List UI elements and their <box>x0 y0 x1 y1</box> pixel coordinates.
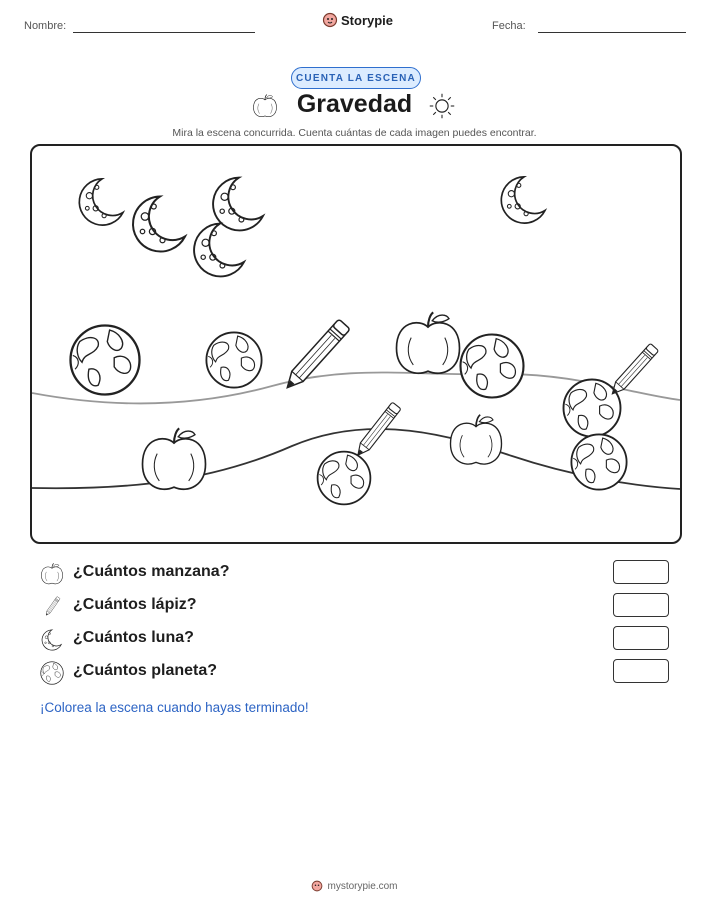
moon-icon <box>40 628 64 652</box>
moon-5 <box>501 177 545 223</box>
moon-1 <box>79 179 123 225</box>
sun-icon <box>428 92 456 120</box>
moon-4 <box>194 224 244 277</box>
answer-box[interactable] <box>613 659 669 683</box>
category-badge: CUENTA LA ESCENA <box>291 67 421 89</box>
question-row <box>40 560 670 593</box>
planet-2 <box>206 332 261 387</box>
scene-illustration <box>32 146 680 542</box>
answer-box[interactable] <box>613 593 669 617</box>
brand-name: Storypie <box>341 12 394 28</box>
planet-6 <box>318 452 371 505</box>
page-title: Gravedad <box>296 90 413 118</box>
planet-icon <box>40 661 64 685</box>
question-text: ¿Cuántos luna? <box>73 629 194 646</box>
planet-1 <box>71 326 140 395</box>
instructions: Mira la escena concurrida. Cuenta cuántas de cada imagen puedes encontrar. <box>172 127 537 139</box>
question-row <box>40 626 670 659</box>
moon-3 <box>213 178 263 231</box>
name-line[interactable] <box>73 32 255 33</box>
question-row <box>40 593 670 626</box>
footer <box>0 880 709 892</box>
apple-3 <box>451 415 502 464</box>
pencil-icon <box>40 595 64 619</box>
planet-5 <box>571 434 626 489</box>
question-text: ¿Cuántos manzana? <box>73 563 230 580</box>
apple-2 <box>143 428 206 489</box>
pencil-2 <box>608 343 658 397</box>
name-label: Nombre: <box>24 20 67 32</box>
planet-4 <box>564 380 621 437</box>
questions-list <box>40 560 670 692</box>
closing-instruction: ¡Colorea la escena cuando hayas terminado! <box>40 700 309 715</box>
question-row <box>40 659 670 692</box>
storypie-logo-icon <box>322 12 338 28</box>
apple-1 <box>397 312 460 373</box>
brand-logo <box>322 12 393 28</box>
date-label: Fecha: <box>492 20 526 32</box>
apple-icon <box>40 562 64 586</box>
question-text: ¿Cuántos lápiz? <box>73 596 197 613</box>
answer-box[interactable] <box>613 626 669 650</box>
moon-2 <box>133 197 185 252</box>
footer-url[interactable]: mystorypie.com <box>327 880 398 892</box>
scene-frame <box>30 144 682 544</box>
planet-3 <box>461 335 524 398</box>
date-line[interactable] <box>538 32 686 33</box>
answer-box[interactable] <box>613 560 669 584</box>
pencil-1 <box>282 319 351 393</box>
question-text: ¿Cuántos planeta? <box>73 662 218 679</box>
storypie-logo-icon <box>311 880 323 892</box>
